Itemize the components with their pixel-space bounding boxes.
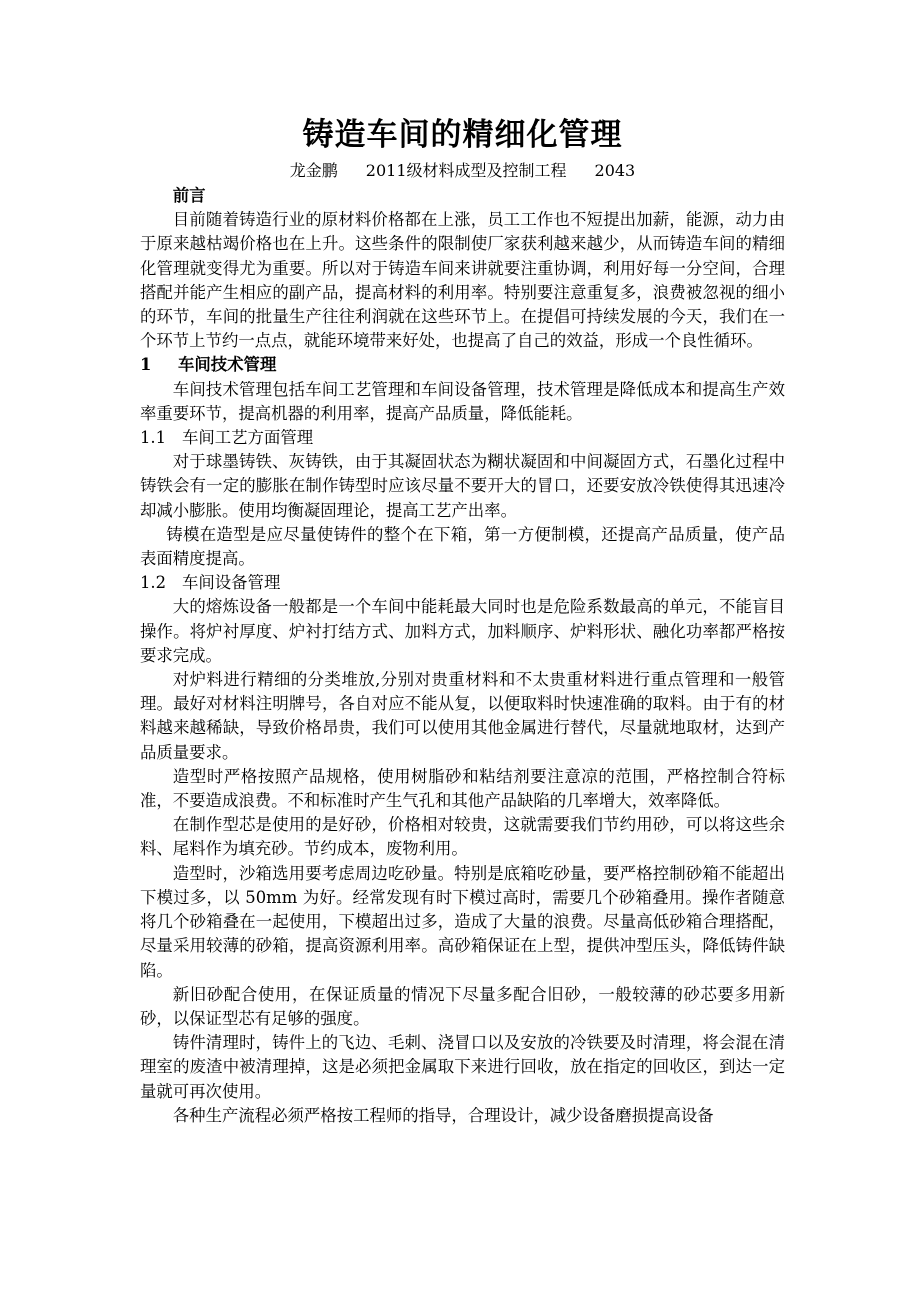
section-1-1-paragraph-1: 对于球墨铸铁、灰铸铁，由于其凝固状态为糊状凝固和中间凝固方式，石墨化过程中铸铁会有一定的膨胀在制作铸型时应该尽量不要开大的冒口，还要安放冷铁使得其迅速冷却减小膨胀。使用均衡凝固理论，提高工艺产出率。	[140, 452, 785, 520]
section-1-2-paragraph-8: 各种生产流程必须严格按工程师的指导，合理设计，减少设备磨损提高设备	[172, 1105, 714, 1125]
section-1-paragraph: 车间技术管理包括车间工艺管理和车间设备管理，技术管理是降低成本和提高生产效率重要环节，提高机器的利用率，提高产品质量，降低能耗。	[140, 379, 785, 423]
document-title: 铸造车间的精细化管理	[302, 117, 623, 153]
section-1-2-paragraph-7: 铸件清理时，铸件上的飞边、毛刺、浇冒口以及安放的冷铁要及时清理，将会混在清理室的废渣中被清理掉，这是必须把金属取下来进行回收，放在指定的回收区，到达一定量就可再次使用。	[140, 1033, 785, 1101]
class-name: 2011级材料成型及控制工程	[365, 161, 567, 180]
student-id: 2043	[594, 161, 636, 180]
section-number: 1.2	[140, 573, 167, 593]
preface-paragraph: 目前随着铸造行业的原材料价格都在上涨，员工工作也不短提出加薪，能源，动力由于原来越枯竭价格也在上升。这些条件的限制使厂家获利越来越少，从而铸造车间的精细化管理就变得尤为重要。所以对于铸造车间来讲就要注重协调，利用好每一分空间，合理搭配并能产生相应的副产品，提高材料的利用率。特别要注意重复多，浪费被忽视的细小的环节，车间的批量生产往往利润就在这些环节上。在提倡可持续发展的今天，我们在一个环节上节约一点点，就能环境带来好处，也提高了自己的效益，形成一个良性循环。	[140, 210, 785, 351]
section-title: 车间工艺方面管理	[182, 428, 314, 448]
section-1-2-paragraph-3: 造型时严格按照产品规格，使用树脂砂和粘结剂要注意凉的范围，严格控制合符标准，不要造成浪费。不和标准时产生气孔和其他产品缺陷的几率增大，效率降低。	[140, 766, 785, 811]
byline	[140, 158, 785, 184]
section-number: 1.1	[140, 428, 167, 448]
section-1-1-paragraph-2: 铸模在造型是应尽量使铸件的整个在下箱，第一方便制模，还提高产品质量，使产品表面精度提高。	[140, 524, 785, 569]
section-title: 车间设备管理	[182, 573, 281, 593]
section-title: 车间技术管理	[178, 355, 277, 375]
section-1-heading	[140, 353, 785, 377]
document-body	[140, 112, 785, 1128]
section-1-1-heading	[140, 426, 785, 450]
section-number: 1	[140, 355, 152, 375]
section-1-2-paragraph-5: 造型时，沙箱选用要考虑周边吃砂量。特别是底箱吃砂量，要严格控制砂箱不能超出下模过多，以 50mm 为好。经常发现有时下模过高时，需要几个砂箱叠用。操作者随意将几个砂箱叠在一起使用，下模超出过多，造成了大量的浪费。尽量高低砂箱合理搭配，尽量采用较薄的砂箱，提高资源利用率。高砂箱保证在上型，提供冲型压头，降低铸件缺陷。	[140, 863, 785, 980]
author-name: 龙金鹏	[289, 161, 338, 180]
section-1-2-paragraph-1: 大的熔炼设备一般都是一个车间中能耗最大同时也是危险系数最高的单元，不能盲目操作。将炉衬厚度、炉衬打结方式、加料方式，加料顺序、炉料形状、融化功率都严格按要求完成。	[140, 597, 785, 665]
preface-heading: 前言	[172, 186, 206, 205]
section-1-2-heading	[140, 571, 785, 595]
section-1-2-paragraph-6: 新旧砂配合使用，在保证质量的情况下尽量多配合旧砂，一般较薄的砂芯要多用新砂，以保证型芯有足够的强度。	[140, 984, 785, 1028]
section-1-2-paragraph-4: 在制作型芯是使用的是好砂，价格相对较贵，这就需要我们节约用砂，可以将这些余料、尾料作为填充砂。节约成本，废物利用。	[140, 815, 785, 859]
section-1-2-paragraph-2: 对炉料进行精细的分类堆放,分别对贵重材料和不太贵重材料进行重点管理和一般管理。最好对材料注明牌号，各自对应不能从复，以便取料时快速准确的取料。由于有的材料越来越稀缺，导致价格昂贵，我们可以使用其他金属进行替代，尽量就地取材，达到产品质量要求。	[140, 670, 785, 762]
